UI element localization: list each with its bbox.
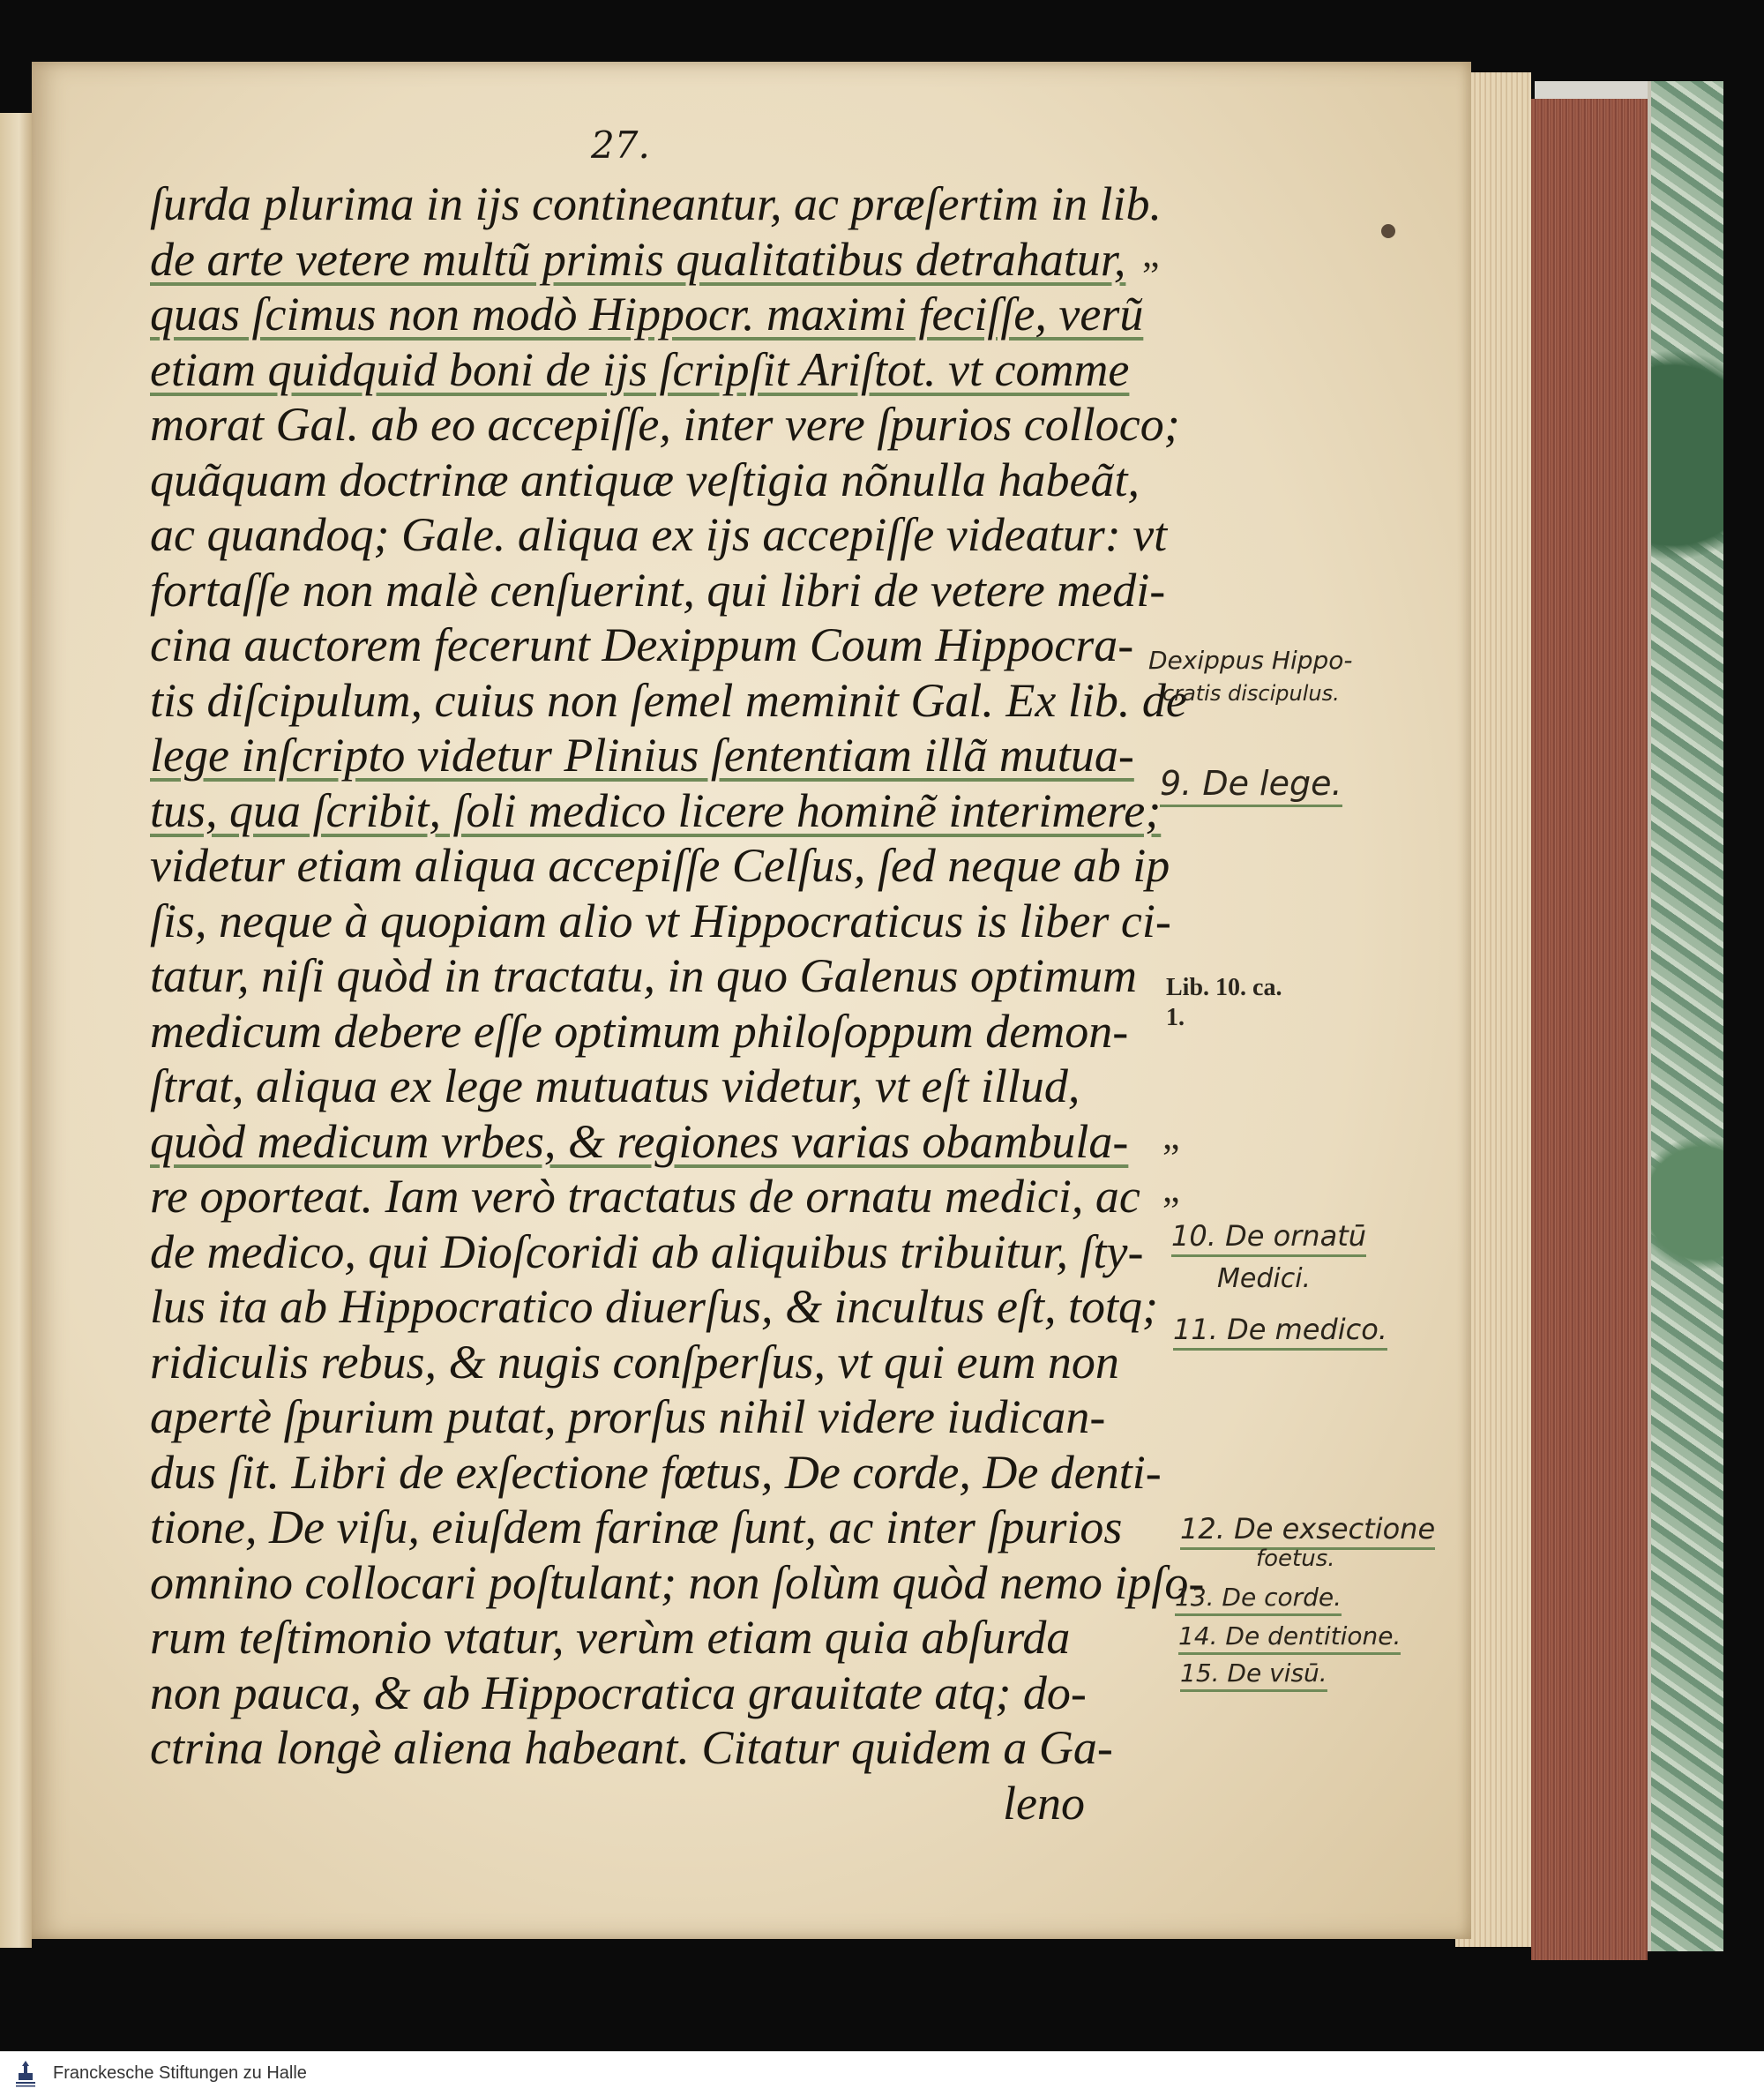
text-line: ſis, neque à quopiam alio vt Hippocraticus is liber ci- [150, 894, 1171, 947]
text-line: lus ita ab Hippocratico diuerſus, & incultus eſt, totq; [150, 1280, 1158, 1333]
text-line: non pauca, & ab Hippocratica grauitate atq; do- [150, 1666, 1087, 1719]
catchword: leno [1003, 1776, 1085, 1830]
text-line: ſurda plurima in ijs contineantur, ac præſertim in lib. [150, 177, 1162, 230]
text-line: etiam quidquid boni de ijs ſcripſit Ariſtot. vt comme [150, 342, 1130, 396]
body-text [150, 176, 1205, 1830]
marginal-note-de-ornatu: 10. De ornatū [1171, 1219, 1366, 1257]
text-line: ridiculis rebus, & nugis conſperſus, vt qui eum non [150, 1335, 1119, 1389]
marginal-note-exsectione: foetus. [1256, 1546, 1335, 1572]
text-line: morat Gal. ab eo accepiſſe, inter vere ſpurios colloco; [150, 398, 1180, 451]
marginal-note-de-visu: 15. De visū. [1180, 1658, 1327, 1692]
text-line: apertè ſpurium putat, prorſus nihil videre iudican- [150, 1390, 1106, 1443]
marginal-note-dexippus: cratis discipulus. [1162, 681, 1340, 706]
facing-page-edge [0, 113, 32, 1948]
ink-spot [1381, 224, 1395, 238]
text-line: quas ſcimus non modò Hippocr. maximi feciſſe, verũ [150, 288, 1144, 341]
marginal-note-de-lege: 9. De lege. [1160, 764, 1342, 807]
text-line: tus, qua ſcribit, ſoli medico licere hominẽ interimere; [150, 783, 1162, 837]
marginal-note-de-medico: 11. De medico. [1173, 1313, 1387, 1351]
red-page-edges [1531, 99, 1648, 1960]
institution-logo-icon [12, 2057, 39, 2091]
text-line: re oporteat. Iam verò tractatus de ornatu medici, ac [150, 1170, 1140, 1223]
text-line: cina auctorem fecerunt Dexippum Coum Hippocra- [150, 618, 1134, 671]
marginal-note-exsectione: 12. De exsectione [1180, 1512, 1435, 1550]
page-number: 27. [591, 124, 650, 167]
text-line: dus ſit. Libri de exſectione fœtus, De corde, De denti- [150, 1445, 1162, 1499]
marginal-note-de-ornatu: Medici. [1217, 1263, 1312, 1294]
marginal-note-de-dentitione: 14. De dentitione. [1178, 1621, 1401, 1655]
marginal-reference: 1. [1166, 1004, 1185, 1031]
text-line: videtur etiam aliqua accepiſſe Celſus, ſed neque ab ip [150, 839, 1170, 892]
text-line: ctrina longè aliena habeant. Citatur quidem a Ga- [150, 1721, 1113, 1774]
footer-bar [0, 2051, 1764, 2096]
marginal-note-dexippus: Dexippus Hippo- [1148, 646, 1353, 675]
quote-mark: „ [1162, 1114, 1180, 1157]
marbled-cover [1648, 81, 1723, 1951]
quote-mark: „ [1162, 1167, 1180, 1210]
text-line: tis diſcipulum, cuius non ſemel meminit Gal. Ex lib. de [150, 673, 1187, 727]
text-line: tione, De viſu, eiuſdem farinæ ſunt, ac inter ſpurios [150, 1501, 1123, 1553]
text-line: quòd medicum vrbes, & regiones varias obambula- [150, 1114, 1129, 1168]
text-line: tatur, niſi quòd in tractatu, in quo Galenus optimum [150, 949, 1138, 1002]
text-line: lege inſcripto videtur Plinius ſententiam illã mutua- [150, 729, 1134, 782]
footer-institution: Franckesche Stiftungen zu Halle [53, 2063, 307, 2083]
text-line: fortaſſe non malè cenſuerint, qui libri de vetere medi- [150, 563, 1166, 617]
text-line: de arte vetere multũ primis qualitatibus detrahatur, [150, 232, 1126, 286]
marginal-note-de-corde: 13. De corde. [1175, 1583, 1342, 1616]
text-line: omnino collocari poſtulant; non ſolùm quòd nemo ipſo- [150, 1555, 1205, 1609]
marginal-reference: Lib. 10. ca. [1166, 974, 1282, 1001]
text-line: ſtrat, aliqua ex lege mutuatus videtur, vt eſt illud, [150, 1059, 1080, 1112]
text-line: quãquam doctrinæ antiquæ veſtigia nõnulla habeãt, [150, 453, 1140, 506]
text-line: medicum debere eſſe optimum philoſoppum demon- [150, 1004, 1129, 1058]
text-line: rum teſtimonio vtatur, verùm etiam quia abſurda [150, 1611, 1071, 1664]
quote-mark: „ [1142, 232, 1160, 275]
text-line: ac quandoq; Gale. aliqua ex ijs accepiſſe videatur: vt [150, 508, 1168, 561]
text-line: de medico, qui Dioſcoridi ab aliquibus tribuitur, ſty- [150, 1224, 1144, 1278]
